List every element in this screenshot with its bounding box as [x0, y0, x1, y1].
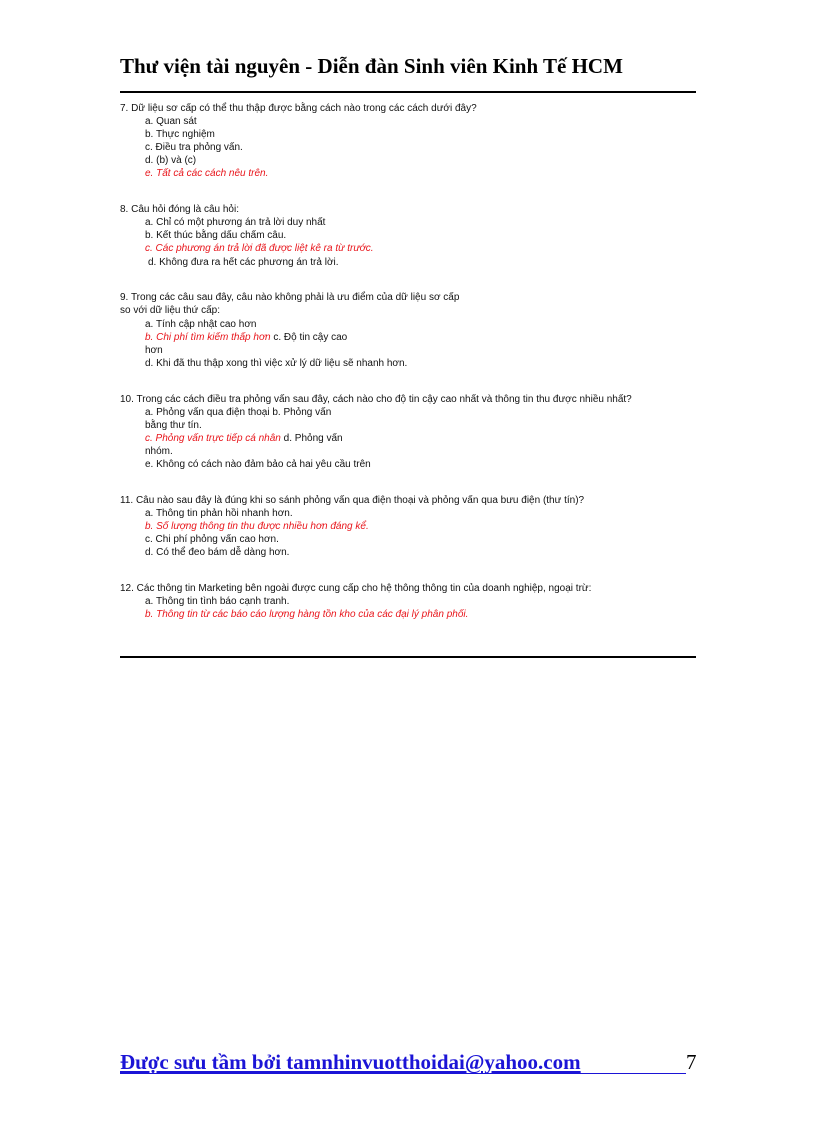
page-header-title: Thư viện tài nguyên - Diễn đàn Sinh viên Kinh Tế HCM	[120, 54, 623, 78]
question-11-option-d: d. Có thể đeo bám dễ dàng hơn.	[145, 547, 290, 558]
question-9-option-c: c. Độ tin cậy cao	[270, 332, 348, 343]
question-9-option-b-answer: b. Chi phí tìm kiếm thấp hơn	[145, 332, 271, 343]
question-7-option-a: a. Quan sát	[145, 116, 197, 127]
question-10-option-d: d. Phỏng vấn	[280, 433, 343, 444]
question-10-option-c-answer: c. Phỏng vấn trực tiếp cá nhân	[145, 433, 281, 444]
question-12-option-b-answer: b. Thông tin từ các báo cáo lượng hàng tồn kho của các đại lý phân phối.	[145, 609, 469, 620]
question-8-option-a: a. Chỉ có một phương án trả lời duy nhất	[145, 217, 326, 228]
question-12-prompt: 12. Các thông tin Marketing bên ngoài được cung cấp cho hệ thông thông tin của doanh nghiệp, ngoại trừ:	[120, 583, 592, 594]
question-11-option-a: a. Thông tin phản hồi nhanh hơn.	[145, 508, 293, 519]
question-10-option-d-continuation: nhóm.	[145, 446, 173, 457]
question-8-prompt: 8. Câu hỏi đóng là câu hỏi:	[120, 204, 239, 215]
question-8-option-c-answer: c. Các phương án trả lời đã được liệt kê ra từ trước.	[145, 243, 374, 254]
question-9-option-c-continuation: hơn	[145, 345, 163, 356]
question-7-option-c: c. Điều tra phỏng vấn.	[145, 142, 243, 153]
question-9-prompt-line1: 9. Trong các câu sau đây, câu nào không phải là ưu điểm của dữ liệu sơ cấp	[120, 292, 460, 303]
content-bottom-divider	[120, 656, 696, 658]
question-9-option-b-c-row	[145, 331, 347, 344]
question-9-option-d: d. Khi đã thu thập xong thì việc xử lý dữ liệu sẽ nhanh hơn.	[145, 358, 408, 369]
question-10-option-c-d-row	[145, 432, 343, 445]
question-10-prompt: 10. Trong các cách điều tra phỏng vấn sau đây, cách nào cho độ tin cậy cao nhất và thông tin thu được nhiều nhất?	[120, 394, 632, 405]
question-10-option-a-b: a. Phỏng vấn qua điện thoại b. Phỏng vấn	[145, 407, 332, 418]
footer-credit	[120, 1049, 686, 1074]
question-11-option-c: c. Chi phí phỏng vấn cao hơn.	[145, 534, 279, 545]
question-7-option-d: d. (b) và (c)	[145, 155, 197, 166]
question-11-option-b-answer: b. Số lượng thông tin thu được nhiều hơn đáng kể.	[145, 521, 369, 532]
question-9-prompt-line2: so với dữ liệu thứ cấp:	[120, 305, 220, 316]
question-11-prompt: 11. Câu nào sau đây là đúng khi so sánh phỏng vấn qua điện thoại và phỏng vấn qua bưu điện (thư tín)?	[120, 495, 585, 506]
page-number: 7	[686, 1050, 697, 1074]
header-divider	[120, 91, 696, 93]
question-7-option-e-answer: e. Tất cả các cách nêu trên.	[145, 168, 269, 179]
question-10-option-b-continuation: bằng thư tín.	[145, 420, 202, 431]
question-8-option-d: d. Không đưa ra hết các phương án trả lời.	[148, 257, 339, 268]
question-12-option-a: a. Thông tin tình báo cạnh tranh.	[145, 596, 290, 607]
question-7-prompt: 7. Dữ liệu sơ cấp có thể thu thập được bằng cách nào trong các cách dưới đây?	[120, 103, 477, 114]
footer-credit-link[interactable]: Được sưu tầm bởi tamnhinvuotthoidai@yahoo.com	[120, 1050, 581, 1074]
question-8-option-b: b. Kết thúc bằng dấu chấm câu.	[145, 230, 287, 241]
question-9-option-a: a. Tính cập nhật cao hơn	[145, 319, 257, 330]
question-10-option-e: e. Không có cách nào đảm bảo cả hai yêu cầu trên	[145, 459, 371, 470]
question-7-option-b: b. Thực nghiệm	[145, 129, 215, 140]
